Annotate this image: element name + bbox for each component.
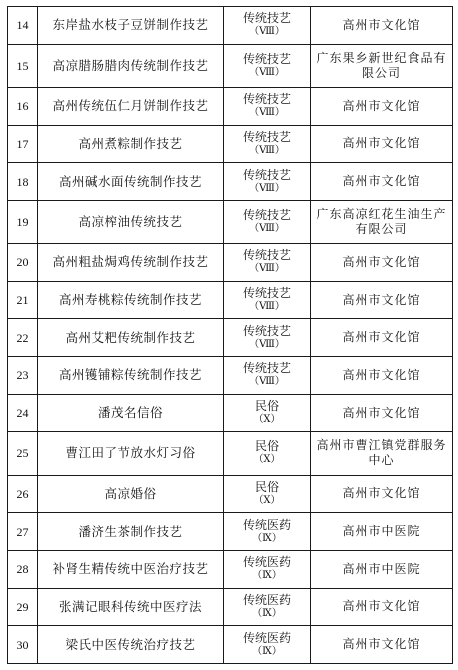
table-row <box>8 550 453 588</box>
category-cell <box>224 432 311 475</box>
category-cell <box>224 357 311 395</box>
table-row <box>8 163 453 201</box>
category-cell <box>224 87 311 125</box>
project-name: 潘济生茶制作技艺 <box>38 513 224 551</box>
project-name: 潘茂名信俗 <box>38 394 224 432</box>
category-code: （Ⅷ） <box>249 222 285 234</box>
protection-unit: 高州市中医院 <box>311 513 453 551</box>
protection-unit: 高州市文化馆 <box>311 588 453 626</box>
row-number: 24 <box>8 394 38 432</box>
category-cell <box>224 44 311 87</box>
category-label: 传统医药 <box>242 630 291 645</box>
category-code: （Ⅷ） <box>249 301 285 313</box>
protection-unit: 高州市文化馆 <box>311 281 453 319</box>
category-code: （Ⅹ） <box>253 454 281 466</box>
category-cell <box>224 163 311 201</box>
row-number: 20 <box>8 244 38 282</box>
category-cell <box>224 125 311 163</box>
category-label: 传统技艺 <box>242 286 291 301</box>
project-name: 高州碱水面传统制作技艺 <box>38 163 224 201</box>
row-number: 15 <box>8 44 38 87</box>
protection-unit: 高州市文化馆 <box>311 87 453 125</box>
category-code: （Ⅸ） <box>252 532 282 544</box>
category-label: 传统技艺 <box>242 323 291 338</box>
category-cell <box>224 394 311 432</box>
table-row <box>8 244 453 282</box>
protection-unit: 广东高凉红花生油生产有限公司 <box>311 200 453 243</box>
category-cell <box>224 200 311 243</box>
category-code: （Ⅸ） <box>252 607 282 619</box>
category-code: （Ⅹ） <box>253 494 281 506</box>
table-row <box>8 200 453 243</box>
category-label: 传统医药 <box>242 517 291 532</box>
protection-unit: 高州市文化馆 <box>311 7 453 45</box>
table-row <box>8 44 453 87</box>
category-code: （Ⅷ） <box>249 26 285 38</box>
row-number: 22 <box>8 319 38 357</box>
row-number: 19 <box>8 200 38 243</box>
row-number: 26 <box>8 475 38 513</box>
protection-unit: 高州市文化馆 <box>311 125 453 163</box>
row-number: 16 <box>8 87 38 125</box>
protection-unit: 高州市文化馆 <box>311 394 453 432</box>
category-cell <box>224 513 311 551</box>
category-code: （Ⅷ） <box>249 66 285 78</box>
protection-unit: 高州市文化馆 <box>311 626 453 664</box>
table-row <box>8 357 453 395</box>
project-name: 补肾生精传统中医治疗技艺 <box>38 550 224 588</box>
project-name: 高凉腊肠腊肉传统制作技艺 <box>38 44 224 87</box>
category-code: （Ⅷ） <box>249 144 285 156</box>
project-name: 张满记眼科传统中医疗法 <box>38 588 224 626</box>
category-cell <box>224 626 311 664</box>
protection-unit: 高州市文化馆 <box>311 357 453 395</box>
project-name: 高州传统伍仁月饼制作技艺 <box>38 87 224 125</box>
category-code: （Ⅸ） <box>252 645 282 657</box>
table-row <box>8 319 453 357</box>
protection-unit: 高州市文化馆 <box>311 244 453 282</box>
category-cell <box>224 319 311 357</box>
row-number: 17 <box>8 125 38 163</box>
protection-unit: 高州市中医院 <box>311 550 453 588</box>
category-label: 传统医药 <box>242 555 291 570</box>
category-label: 民俗 <box>254 399 279 414</box>
row-number: 23 <box>8 357 38 395</box>
category-cell <box>224 475 311 513</box>
category-code: （Ⅹ） <box>253 414 281 426</box>
category-code: （Ⅷ） <box>249 182 285 194</box>
table-row <box>8 394 453 432</box>
row-number: 18 <box>8 163 38 201</box>
category-label: 民俗 <box>254 479 279 494</box>
row-number: 25 <box>8 432 38 475</box>
row-number: 29 <box>8 588 38 626</box>
category-cell <box>224 550 311 588</box>
category-label: 民俗 <box>254 439 279 454</box>
category-label: 传统技艺 <box>242 129 291 144</box>
category-label: 传统医药 <box>242 592 291 607</box>
project-name: 高州粗盐焗鸡传统制作技艺 <box>38 244 224 282</box>
table-body <box>8 7 453 664</box>
table-row <box>8 626 453 664</box>
protection-unit: 高州市曹江镇党群服务中心 <box>311 432 453 475</box>
project-name: 高州镬铺粽传统制作技艺 <box>38 357 224 395</box>
table-row <box>8 125 453 163</box>
protection-unit: 高州市文化馆 <box>311 319 453 357</box>
project-name: 东岸盐水枝子豆饼制作技艺 <box>38 7 224 45</box>
row-number: 14 <box>8 7 38 45</box>
row-number: 28 <box>8 550 38 588</box>
project-name: 高州艾粑传统制作技艺 <box>38 319 224 357</box>
category-cell <box>224 588 311 626</box>
table-row <box>8 588 453 626</box>
table-row <box>8 475 453 513</box>
project-name: 梁氏中医传统治疗技艺 <box>38 626 224 664</box>
project-name: 高凉婚俗 <box>38 475 224 513</box>
row-number: 30 <box>8 626 38 664</box>
category-label: 传统技艺 <box>242 51 291 66</box>
heritage-list-table <box>7 6 453 664</box>
project-name: 曹江田了节放水灯习俗 <box>38 432 224 475</box>
category-label: 传统技艺 <box>242 207 291 222</box>
category-code: （Ⅷ） <box>249 107 285 119</box>
category-label: 传统技艺 <box>242 248 291 263</box>
protection-unit: 广东果乡新世纪食品有限公司 <box>311 44 453 87</box>
category-label: 传统技艺 <box>242 167 291 182</box>
category-cell <box>224 281 311 319</box>
table-row <box>8 7 453 45</box>
protection-unit: 高州市文化馆 <box>311 475 453 513</box>
category-code: （Ⅷ） <box>249 263 285 275</box>
table-row <box>8 513 453 551</box>
protection-unit: 高州市文化馆 <box>311 163 453 201</box>
project-name: 高州寿桃粽传统制作技艺 <box>38 281 224 319</box>
project-name: 高州煮粽制作技艺 <box>38 125 224 163</box>
project-name: 高凉榨油传统技艺 <box>38 200 224 243</box>
row-number: 27 <box>8 513 38 551</box>
category-code: （Ⅷ） <box>249 376 285 388</box>
table-row <box>8 87 453 125</box>
table-row <box>8 432 453 475</box>
category-cell <box>224 244 311 282</box>
category-label: 传统技艺 <box>242 92 291 107</box>
category-code: （Ⅷ） <box>249 338 285 350</box>
category-label: 传统技艺 <box>242 11 291 26</box>
table-row <box>8 281 453 319</box>
row-number: 21 <box>8 281 38 319</box>
category-cell <box>224 7 311 45</box>
category-code: （Ⅸ） <box>252 570 282 582</box>
category-label: 传统技艺 <box>242 361 291 376</box>
